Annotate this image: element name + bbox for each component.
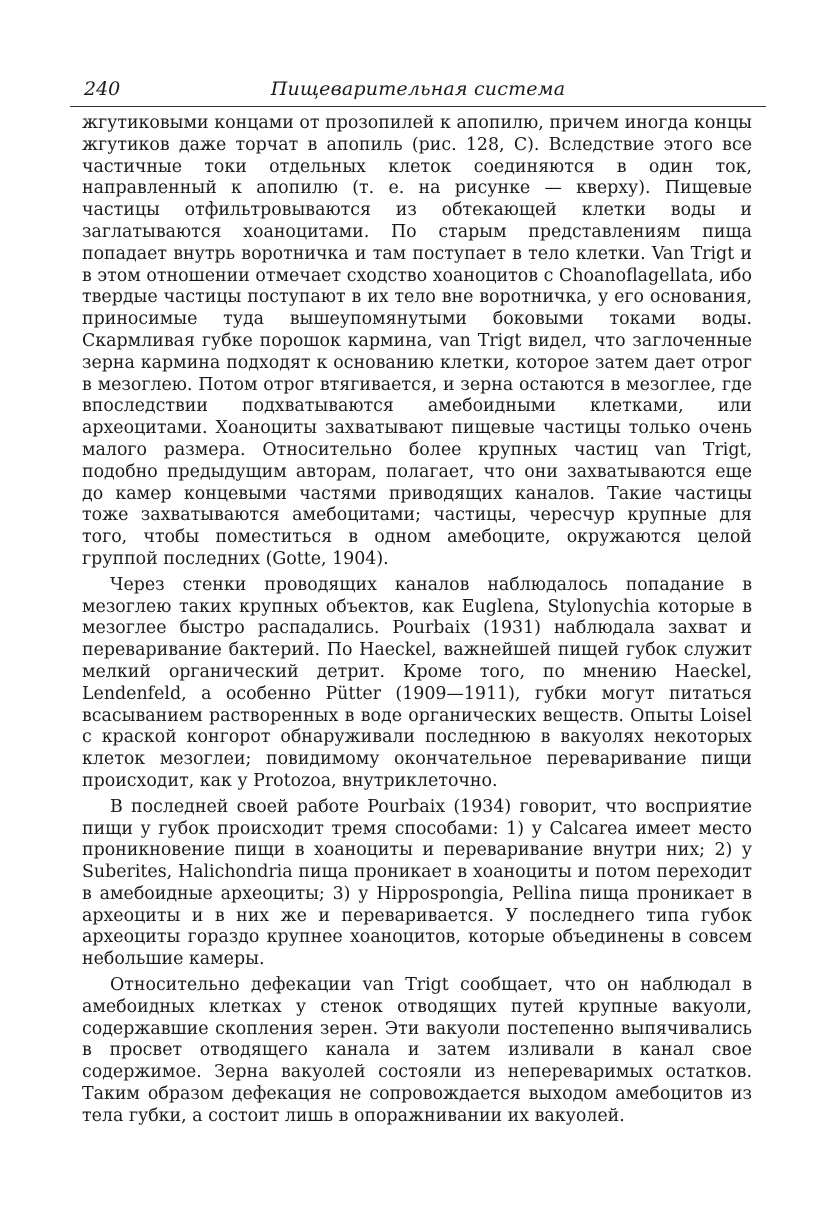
page-number: 240 [84, 78, 121, 100]
page-header [70, 76, 766, 107]
paragraph-4: Относительно дефекации van Trigt сообщает, что он наблюдал в амебоидных клетках у стенок отводящих путей крупные вакуоли, содержавшие скопления зерен. Эти вакуоли постепенно выпячивались в просвет отводящего канала и затем изливали в канал свое содержимое. Зерна вакуолей состояли из непереваримых остатков. Таким образом дефекация не сопровождается выходом амебоцитов из тела губки, а состоит лишь в опоражнивании их вакуолей. [82, 975, 752, 1126]
paragraph-3: В последней своей работе Pourbaix (1934) говорит, что восприятие пищи у губок происходит тремя способами: 1) у Calcarea имеет место проникновение пищи в хоаноциты и переваривание внутри них; 2) у Suberites, Halichondria пища проникает в хоаноциты и потом переходит в амебоидные археоциты; 3) у Hippospongia, Pellina пища проникает в археоциты и в них же и переваривается. У последнего типа губок археоциты гораздо крупнее хоаноцитов, которые объединены в совсем небольшие камеры. [82, 796, 752, 970]
body-text [70, 113, 766, 1128]
running-title: Пищеварительная система [270, 78, 566, 100]
book-page [70, 76, 766, 1196]
paragraph-1: жгутиковыми концами от прозопилей к апопилю, причем иногда концы жгутиков даже торчат в апопиль (рис. 128, C). Вследствие этого все частичные токи отдельных клеток соединяются в один ток, направленный к апопилю (т. е. на рисунке — кверху). Пищевые частицы отфильтровываются из обтекающей клетки воды и заглатываются хоаноцитами. По старым представлениям пища попадает внутрь воротничка и там поступает в тело клетки. Van Trigt и в этом отношении отмечает сходство хоаноцитов с Choanoflagellata, ибо твердые частицы поступают в их тело вне воротничка, у его основания, приносимые туда вышеупомянутыми боковыми токами воды. Скармливая губке порошок кармина, van Trigt видел, что заглоченные зерна кармина подходят к основанию клетки, которое затем дает отрог в мезоглею. Потом отрог втягивается, и зерна остаются в мезоглее, где впоследствии подхватываются амебоидными клетками, или археоцитами. Хоаноциты захватывают пищевые частицы только очень малого размера. Относительно более крупных частиц van Trigt, подобно предыдущим авторам, полагает, что они захватываются еще до камер концевыми частями приводящих каналов. Такие частицы тоже захватываются амебоцитами; частицы, чересчур крупные для того, чтобы поместиться в одном амебоците, окружаются целой группой последних (Gotte, 1904). [82, 113, 752, 569]
paragraph-2: Через стенки проводящих каналов наблюдалось попадание в мезоглею таких крупных объектов, как Euglena, Stylonychia которые в мезоглее быстро распадались. Pourbaix (1931) наблюдала захват и переваривание бактерий. По Haeckel, важнейшей пищей губок служит мелкий органический детрит. Кроме того, по мнению Haeckel, Lendenfeld, а особенно Pütter (1909—1911), губки могут питаться всасыванием растворенных в воде органических веществ. Опыты Loisel с краской конгорот обнаруживали последнюю в вакуолях некоторых клеток мезоглеи; повидимому окончательное переваривание пищи происходит, как у Protozoa, внутриклеточно. [82, 574, 752, 791]
